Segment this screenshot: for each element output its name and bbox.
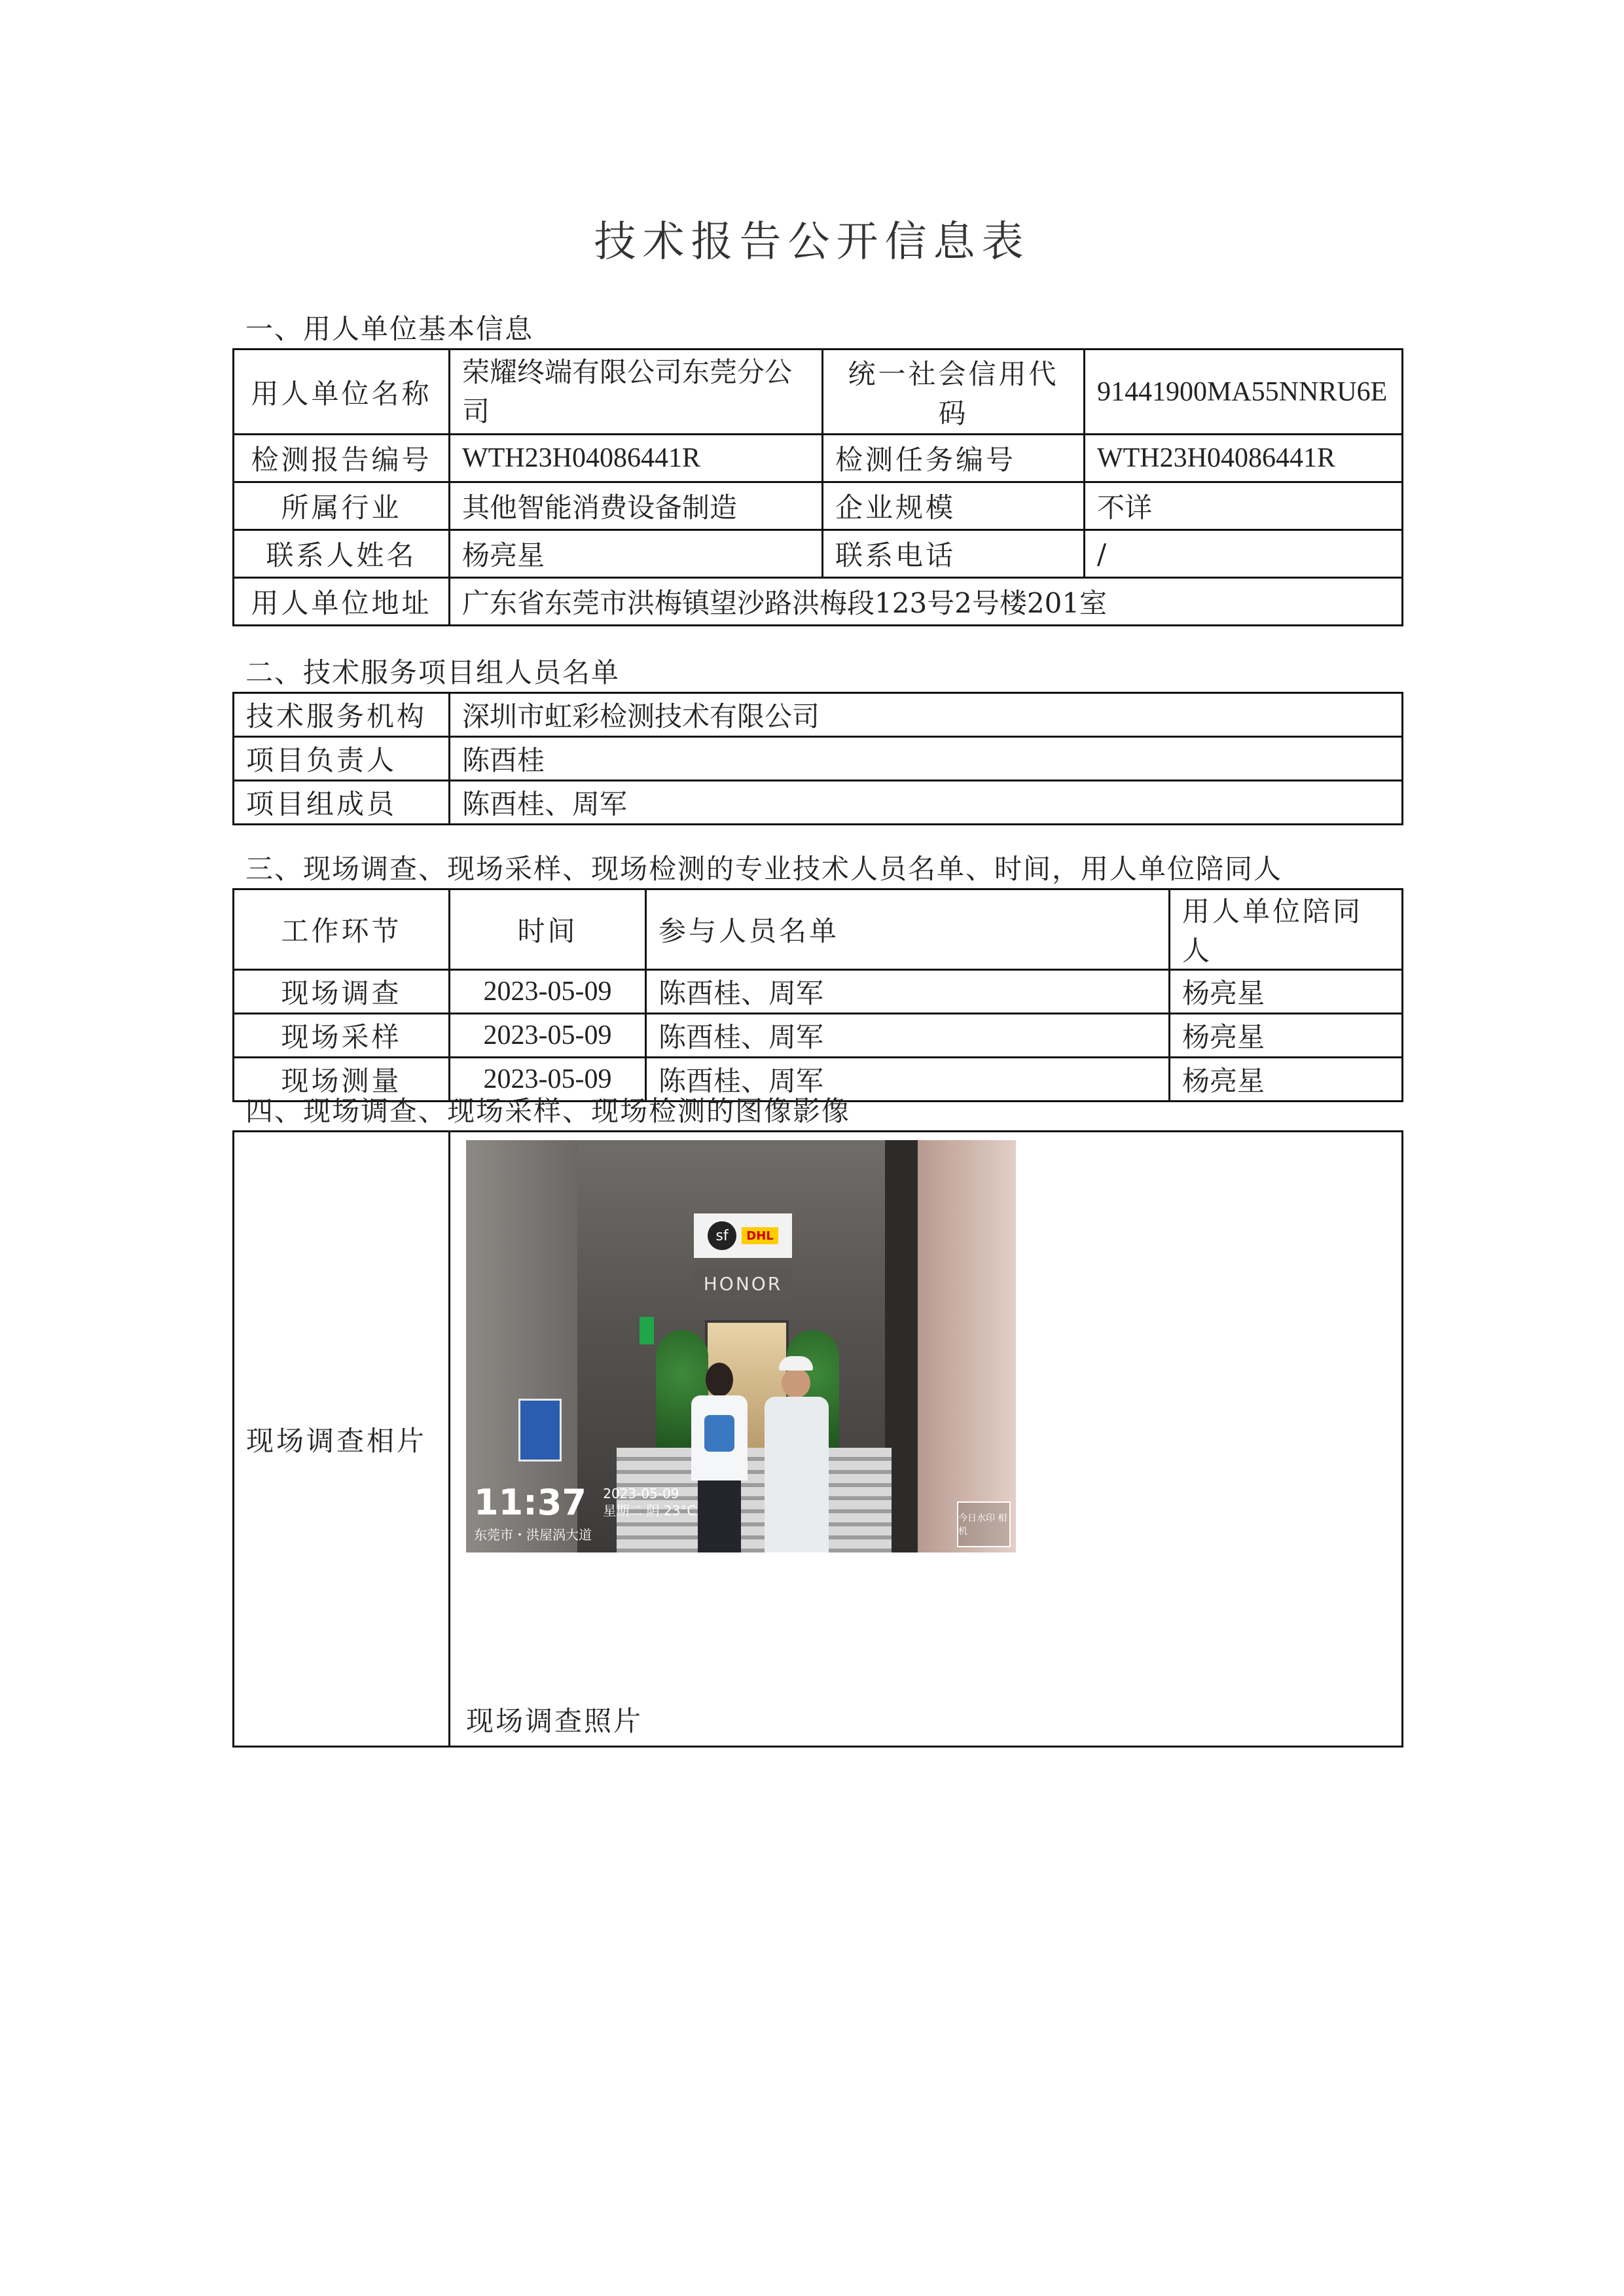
table-row [234,781,1403,825]
label-cell: 用人单位名称 [234,350,450,435]
table-header-row [234,889,1403,970]
photo-caption: 现场调查照片 [466,1705,643,1737]
date-cell: 2023-05-09 [450,970,646,1014]
value-cell: WTH23H04086441R [1085,435,1403,482]
label-cell: 检测报告编号 [234,435,450,482]
basic-info-table [232,348,1403,626]
companion-cell: 杨亮星 [1170,1058,1403,1102]
watermark-time: 11:37 [474,1482,586,1523]
label-cell: 联系电话 [823,530,1085,578]
companion-cell: 杨亮星 [1170,1014,1403,1058]
value-cell: 陈酉桂、周军 [450,781,1403,825]
watermark-weather: 星期二 阴 23°C [603,1503,696,1518]
label-cell: 统一社会信用代码 [823,350,1085,435]
value-cell: / [1085,530,1403,578]
companion-cell: 杨亮星 [1170,970,1403,1014]
address-value: 广东省东莞市洪梅镇望沙路洪梅段123号2号楼201室 [450,578,1403,626]
label-cell: 现场调查相片 [234,1132,450,1747]
stage-cell: 现场调查 [234,970,450,1014]
table-row [234,970,1403,1014]
section1-heading: 一、用人单位基本信息 [245,313,534,345]
value-cell: 其他智能消费设备制造 [450,482,823,530]
value-cell: 荣耀终端有限公司东莞分公司 [450,350,823,435]
label-cell: 技术服务机构 [234,693,450,737]
members-cell: 陈酉桂、周军 [646,1014,1170,1058]
label-cell: 联系人姓名 [234,530,450,578]
section2-heading: 二、技术服务项目组人员名单 [245,656,621,689]
label-cell: 项目负责人 [234,737,450,781]
notice-board-icon [518,1399,562,1462]
table-row [234,693,1403,737]
section3-heading: 三、现场调查、现场采样、现场检测的专业技术人员名单、时间，用人单位陪同人 [245,853,1283,885]
dhl-logo-icon: DHL [742,1227,778,1244]
members-cell: 陈酉桂、周军 [646,1058,1170,1102]
stage-cell: 现场采样 [234,1014,450,1058]
column-header: 工作环节 [234,889,450,970]
table-row [234,350,1403,435]
members-cell: 陈酉桂、周军 [646,970,1170,1014]
watermark-location: 东莞市・洪屋涡大道 [474,1527,592,1543]
team-table [232,692,1403,825]
value-cell: WTH23H04086441R [450,435,823,482]
value-cell: 不详 [1085,482,1403,530]
logo-sign [694,1213,792,1258]
date-cell: 2023-05-09 [450,1014,646,1058]
photo-cell [450,1132,1403,1747]
sf-logo-icon: sf [708,1221,736,1250]
table-row [234,530,1403,578]
photo-table [232,1130,1403,1748]
table-row [234,1014,1403,1058]
table-row [234,578,1403,626]
value-cell: 91441900MA55NNRU6E [1085,350,1403,435]
table-row [234,1132,1403,1747]
table-row [234,435,1403,482]
table-row [234,482,1403,530]
watermark-stamp-icon: 今日水印 相机 [957,1501,1011,1547]
exit-sign-icon [640,1317,654,1344]
value-cell: 深圳市虹彩检测技术有限公司 [450,693,1403,737]
section4-heading: 四、现场调查、现场采样、现场检测的图像影像 [245,1095,851,1127]
site-survey-photo [466,1140,1016,1552]
value-cell: 杨亮星 [450,530,823,578]
label-cell: 所属行业 [234,482,450,530]
schedule-table [232,888,1403,1102]
label-cell: 企业规模 [823,482,1085,530]
watermark-date: 2023-05-09 [603,1486,679,1501]
document-title: 技术报告公开信息表 [594,218,1030,266]
photo-wall [918,1140,1016,1552]
column-header: 参与人员名单 [646,889,1170,970]
column-header: 时间 [450,889,646,970]
honor-sign: HONOR [694,1268,792,1299]
label-cell: 检测任务编号 [823,435,1085,482]
value-cell: 陈酉桂 [450,737,1403,781]
table-row [234,737,1403,781]
label-cell: 项目组成员 [234,781,450,825]
column-header: 用人单位陪同人 [1170,889,1403,970]
label-cell: 用人单位地址 [234,578,450,626]
date-cell: 2023-05-09 [450,1058,646,1102]
stage-cell: 现场测量 [234,1058,450,1102]
person-figure [761,1356,833,1552]
watermark-overlay [474,1482,696,1543]
